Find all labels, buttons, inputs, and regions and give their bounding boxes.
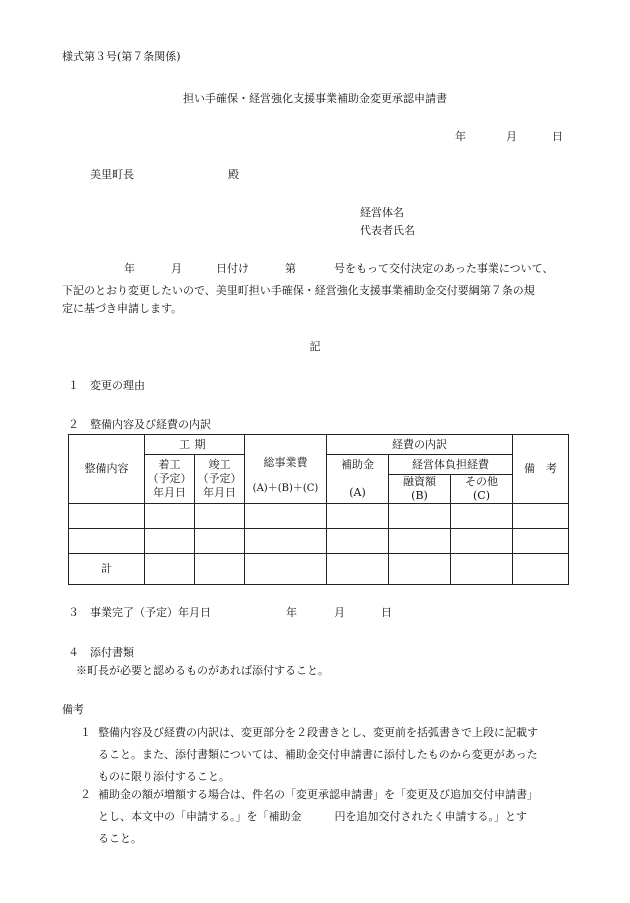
- header-total: 総事業費 (A)＋(B)＋(C): [245, 435, 327, 504]
- total-label: 計: [69, 553, 145, 584]
- addressee-name: 美里町長: [90, 168, 134, 181]
- date-year: 年: [455, 130, 466, 143]
- document-title: 担い手確保・経営強化支援事業補助金変更承認申請書: [183, 92, 447, 105]
- addressee-honorific: 殿: [228, 168, 239, 181]
- body-line-2: 下記のとおり変更したいので、美里町担い手確保・経営強化支援事業補助金交付要綱第７条の規: [62, 284, 535, 297]
- note-item-2: [80, 784, 580, 850]
- body-line-3: 定に基づき申請します。: [62, 302, 183, 315]
- body-ref-rest: 号をもって交付決定のあった事業について、: [334, 262, 554, 275]
- applicant-rep-label: 代表者氏名: [360, 224, 415, 237]
- note-text: 整備内容及び経費の内訳は、変更部分を２段書きとし、変更前を括弧書きで上段に記載す ること。また、添付書類については、補助金交付申請書に添付したものから変更があった ものに限り添付すること。: [98, 726, 538, 783]
- date-day: 日: [552, 130, 563, 143]
- note-number: １: [80, 726, 91, 739]
- header-start-date: 着工 （予定） 年月日: [145, 455, 195, 504]
- body-ref-no: 第: [285, 262, 296, 275]
- note-item-1: [80, 722, 580, 788]
- section-3-month: 月: [334, 606, 345, 619]
- header-end-date: 竣工 （予定） 年月日: [195, 455, 245, 504]
- section-3-year: 年: [286, 606, 297, 619]
- header-content: 整備内容: [69, 435, 145, 504]
- section-2-heading: ２ 整備内容及び経費の内訳: [68, 418, 211, 431]
- expense-table: [68, 434, 569, 585]
- body-ref-month: 月: [171, 262, 182, 275]
- header-breakdown: 経費の内訳: [327, 435, 513, 455]
- section-4-heading: ４ 添付書類: [68, 646, 134, 659]
- applicant-org-label: 経営体名: [360, 206, 404, 219]
- header-subsidy: 補助金 (A): [327, 455, 389, 504]
- notes-title: 備考: [62, 703, 84, 716]
- section-1-heading: １ 変更の理由: [68, 379, 145, 392]
- header-loan: 融資額 (B): [389, 475, 451, 504]
- ki-mark: 記: [309, 340, 321, 353]
- header-period: 工期: [145, 435, 245, 455]
- form-number: 様式第３号(第７条関係): [62, 50, 181, 63]
- header-own-expense: 経営体負担経費: [389, 455, 513, 475]
- table-row: [69, 503, 569, 528]
- section-3-day: 日: [381, 606, 392, 619]
- note-text: 補助金の額が増額する場合は、件名の「変更承認申請書」を「変更及び追加交付申請書」 とし、本文中の「申請する。」を「補助金 円を追加交付されたく申請する。」とす ること。: [98, 788, 538, 845]
- note-number: ２: [80, 788, 91, 801]
- table-total-row: [69, 553, 569, 584]
- header-other: その他 (C): [451, 475, 513, 504]
- section-3-heading: ３ 事業完了（予定）年月日: [68, 606, 211, 619]
- table-row: [69, 528, 569, 553]
- body-ref-year: 年: [124, 262, 135, 275]
- section-4-note: ※町長が必要と認めるものがあれば添付すること。: [76, 664, 329, 677]
- body-ref-day: 日付け: [216, 262, 249, 275]
- date-month: 月: [506, 130, 517, 143]
- header-remarks: 備 考: [513, 435, 569, 504]
